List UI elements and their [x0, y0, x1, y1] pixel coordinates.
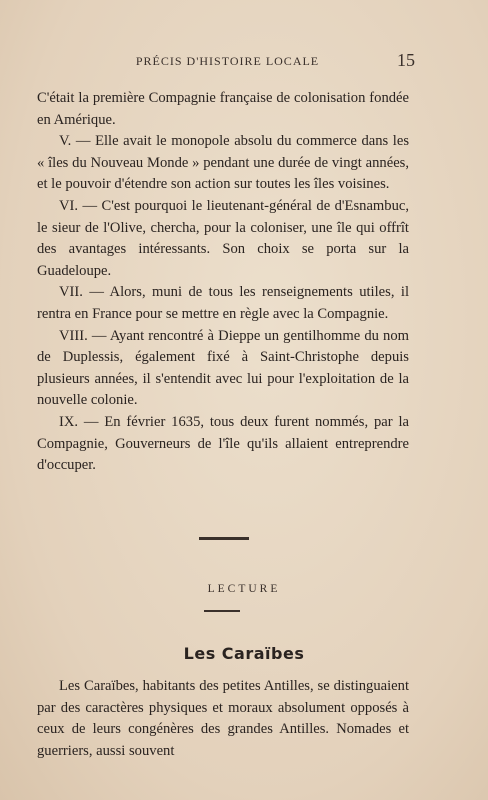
paragraph: Les Caraïbes, habitants des petites Antilles, se distinguaient par des caractères physiques et moraux absolument opposés à ceux de leurs congénères des grandes Antilles. Nomades et guerriers, aussi souvent	[37, 678, 409, 759]
paragraph: VI. — C'est pourquoi le lieutenant-général de d'Esnambuc, le sieur de l'Olive, chercha, pour la coloniser, une île qui offrît des avantages intéressants. Son choix se porta sur la Guadeloupe.	[37, 197, 409, 279]
paragraph: V. — Elle avait le monopole absolu du commerce dans les « îles du Nouveau Monde » pendant une durée de vingt années, et le pouvoir d'étendre son action sur toutes les îles voisines.	[37, 133, 409, 193]
section-label: LECTURE	[207, 583, 281, 595]
paragraph: VIII. — Ayant rencontré à Dieppe un gentilhomme du nom de Duplessis, également fixé à Saint-Christophe depuis plusieurs années, il s'entendit avec lui pour l'exploitation de la nouvelle colonie.	[37, 327, 409, 409]
page-header	[40, 50, 415, 74]
reading-text	[37, 676, 409, 762]
paragraph: VII. — Alors, muni de tous les renseignements utiles, il rentra en France pour se mettre en règle avec la Compagnie.	[37, 284, 409, 322]
section-divider	[199, 537, 249, 540]
page-number: 15	[397, 50, 415, 70]
paragraph: IX. — En février 1635, tous deux furent nommés, par la Compagnie, Gouverneurs de l'île qu'ils allaient entreprendre d'occuper.	[37, 413, 409, 474]
paragraph: C'était la première Compagnie française de colonisation fondée en Amérique.	[37, 90, 409, 128]
reading-title: Les Caraïbes	[183, 644, 305, 663]
small-divider	[204, 610, 240, 612]
body-text	[37, 88, 409, 477]
running-title: PRÉCIS D'HISTOIRE LOCALE	[135, 54, 320, 68]
